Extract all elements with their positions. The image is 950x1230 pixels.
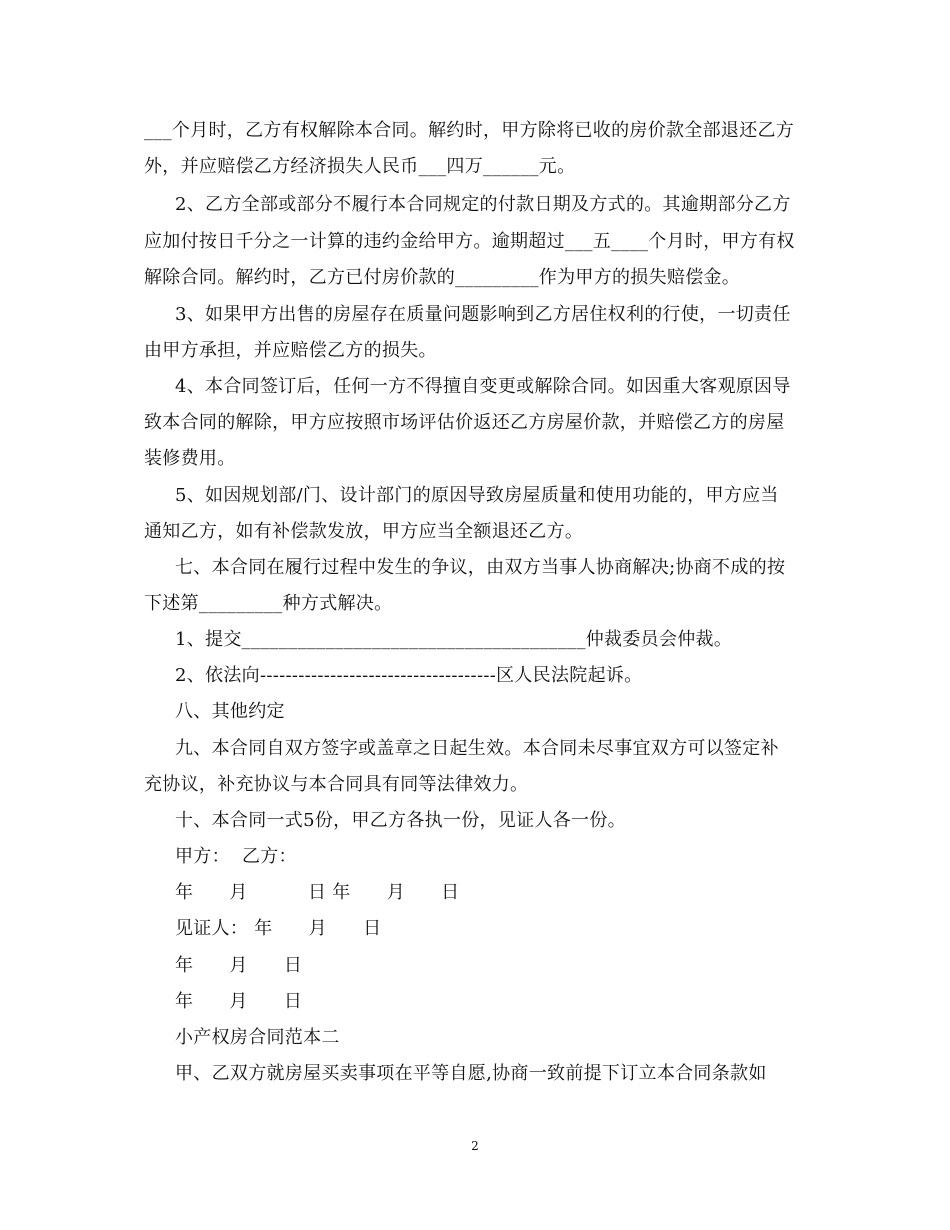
text-line: 3、如果甲方出售的房屋存在质量问题影响到乙方居住权利的行使，一切责任 [175, 304, 791, 325]
text-line: 致本合同的解除，甲方应按照市场评估价返还乙方房屋价款，并赔偿乙方的房屋 [144, 412, 785, 433]
text-line: 由甲方承担，并应赔偿乙方的损失。 [144, 340, 437, 361]
text-line: 十、本合同一式5份，甲乙方各执一份，见证人各一份。 [175, 810, 626, 831]
text-line: 解除合同。解约时，乙方已付房价款的_________作为甲方的损失赔偿金。 [144, 267, 741, 288]
text-line: 七、本合同在履行过程中发生的争议，由双方当事人协商解决;协商不成的按 [175, 557, 786, 578]
text-line: 年 月 日 年 月 日 [175, 882, 460, 903]
text-line: ___个月时，乙方有权解除本合同。解约时，甲方除将已收的房价款全部退还乙方 [144, 120, 795, 141]
text-line: 见证人： 年 月 日 [175, 918, 382, 939]
text-line: 4、本合同签订后，任何一方不得擅自变更或解除合同。如因重大客观原因导 [175, 376, 791, 397]
text-line: 通知乙方，如有补偿款发放，甲方应当全额退还乙方。 [144, 521, 584, 542]
text-line: 甲、乙双方就房屋买卖事项在平等自愿,协商一致前提下订立本合同条款如 [175, 1063, 767, 1084]
text-line: 1、提交_____________________________________仲裁委员会仲裁。 [175, 629, 733, 650]
text-line: 八、其他约定 [175, 701, 285, 722]
text-line: 年 月 日 [175, 991, 303, 1012]
text-line: 小产权房合同范本二 [175, 1027, 340, 1048]
text-line: 年 月 日 [175, 955, 303, 976]
text-line: 应加付按日千分之一计算的违约金给甲方。逾期超过___五____个月时，甲方有权 [144, 231, 795, 252]
text-line: 2、依法向-------------------------------------区人民法院起诉。 [175, 665, 643, 686]
text-line: 下述第_________种方式解决。 [144, 593, 393, 614]
text-line: 装修费用。 [144, 448, 236, 469]
text-line: 5、如因规划部/门、设计部门的原因导致房屋质量和使用功能的，甲方应当 [175, 485, 779, 506]
text-line: 2、乙方全部或部分不履行本合同规定的付款日期及方式的。其逾期部分乙方 [175, 194, 791, 215]
page-number: 2 [471, 1139, 479, 1153]
text-line: 九、本合同自双方签字或盖章之日起生效。本合同未尽事宜双方可以签定补 [175, 738, 779, 759]
text-line: 甲方： 乙方： [175, 846, 297, 867]
text-line: 外，并应赔偿乙方经济损失人民币___四万______元。 [144, 156, 576, 177]
text-line: 充协议，补充协议与本合同具有同等法律效力。 [144, 774, 529, 795]
